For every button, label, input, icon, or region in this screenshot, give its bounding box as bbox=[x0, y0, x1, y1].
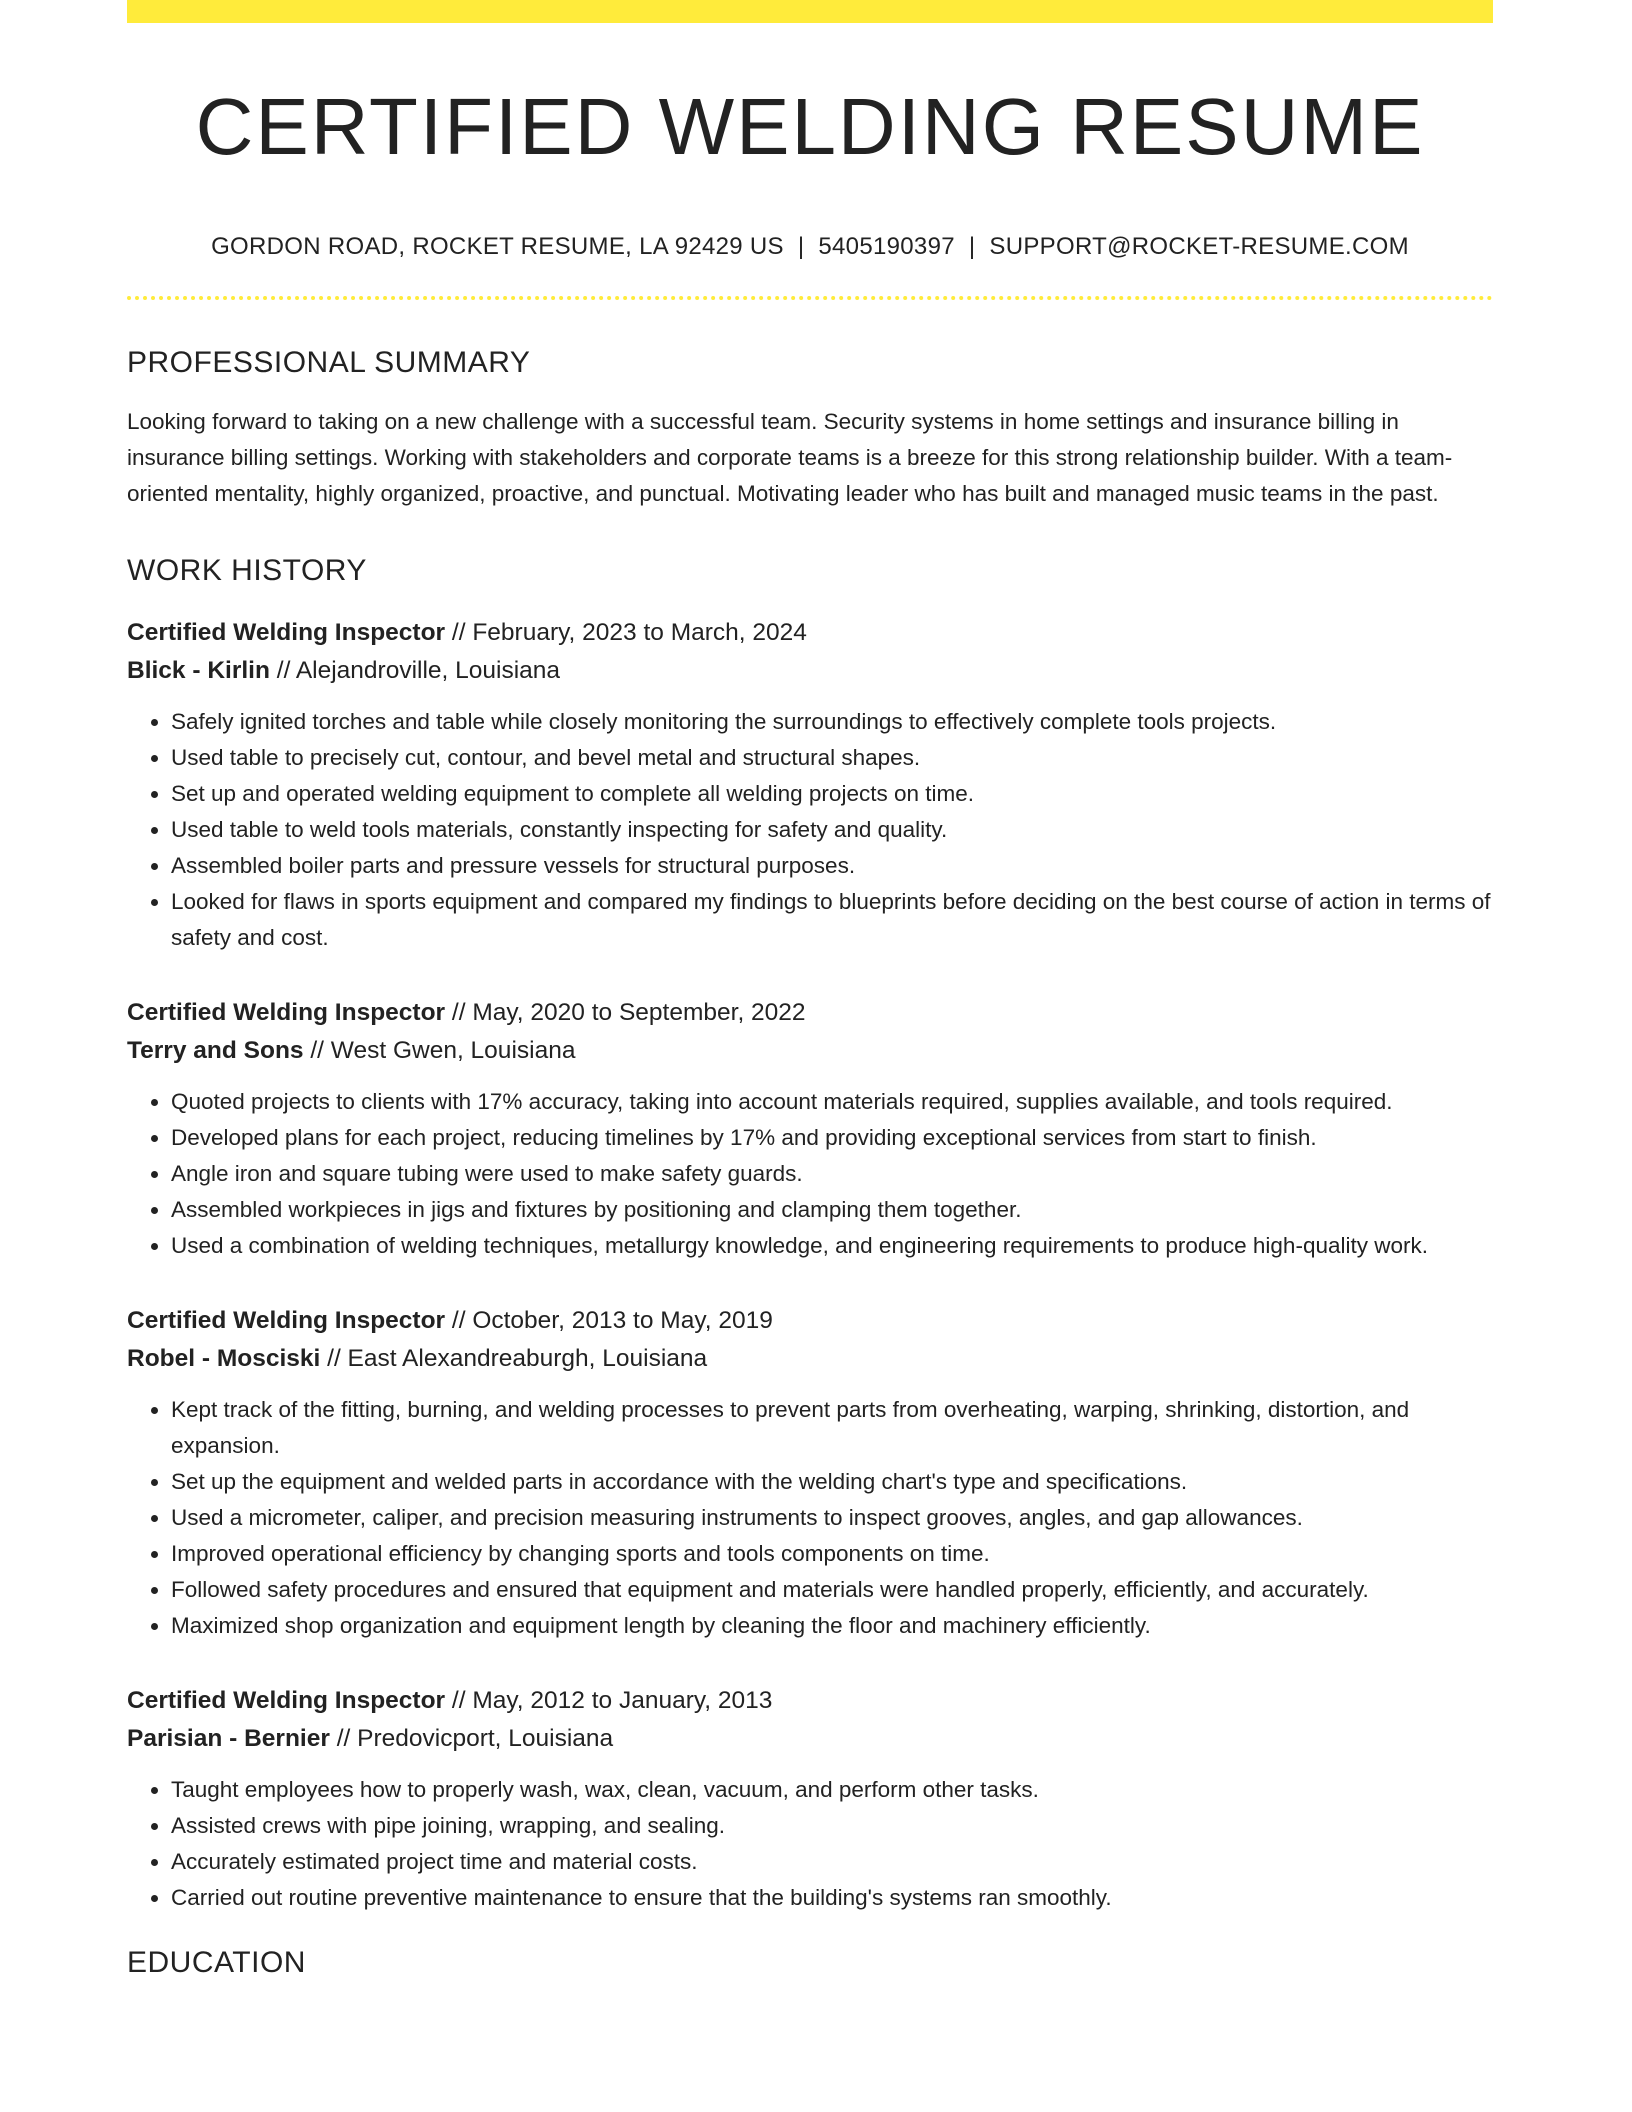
job-bullet: • Carried out routine preventive maintenance to ensure that the building's systems ran smoothly. bbox=[171, 1880, 1493, 1916]
summary-heading: PROFESSIONAL SUMMARY bbox=[127, 346, 531, 379]
job-entry bbox=[127, 614, 1493, 956]
job-entry bbox=[127, 994, 1493, 1264]
job-title-line bbox=[127, 1682, 1493, 1720]
job-title-line bbox=[127, 614, 1493, 652]
job-bullet: • Safely ignited torches and table while closely monitoring the surroundings to effectively complete tools projects. bbox=[171, 704, 1493, 740]
job-location: // Predovicport, Louisiana bbox=[329, 1725, 614, 1752]
education-heading: EDUCATION bbox=[127, 1946, 306, 1979]
job-bullet: • Used a combination of welding techniques, metallurgy knowledge, and engineering requirements to produce high-quality work. bbox=[171, 1228, 1493, 1264]
job-bullet-list bbox=[127, 1392, 1493, 1644]
job-company: Terry and Sons bbox=[127, 1037, 304, 1064]
job-bullet: • Accurately estimated project time and material costs. bbox=[171, 1844, 1493, 1880]
resume-page bbox=[127, 0, 1493, 1980]
contact-separator: | bbox=[968, 233, 976, 260]
job-title-line bbox=[127, 1302, 1493, 1340]
job-company: Blick - Kirlin bbox=[127, 657, 270, 684]
job-entry bbox=[127, 1682, 1493, 1916]
job-location: // West Gwen, Louisiana bbox=[303, 1037, 576, 1064]
job-company-line bbox=[127, 1720, 1493, 1758]
job-entry bbox=[127, 1302, 1493, 1644]
job-bullet: • Quoted projects to clients with 17% accuracy, taking into account materials required, supplies available, and tools required. bbox=[171, 1084, 1493, 1120]
contact-email: SUPPORT@ROCKET-RESUME.COM bbox=[989, 233, 1409, 260]
job-bullet-list bbox=[127, 704, 1493, 956]
job-bullet: • Used table to precisely cut, contour, and bevel metal and structural shapes. bbox=[171, 740, 1493, 776]
job-bullet-list bbox=[127, 1084, 1493, 1264]
job-bullet: • Maximized shop organization and equipment length by cleaning the floor and machinery efficiently. bbox=[171, 1608, 1493, 1644]
job-dates: // May, 2020 to September, 2022 bbox=[445, 999, 806, 1026]
job-title: Certified Welding Inspector bbox=[127, 619, 446, 646]
work-history-list bbox=[127, 614, 1493, 1916]
job-bullet: • Assisted crews with pipe joining, wrapping, and sealing. bbox=[171, 1808, 1493, 1844]
job-bullet: • Angle iron and square tubing were used to make safety guards. bbox=[171, 1156, 1493, 1192]
job-dates: // May, 2012 to January, 2013 bbox=[445, 1687, 773, 1714]
contact-phone: 5405190397 bbox=[818, 233, 955, 260]
job-bullet: • Taught employees how to properly wash, wax, clean, vacuum, and perform other tasks. bbox=[171, 1772, 1493, 1808]
job-location: // East Alexandreaburgh, Louisiana bbox=[320, 1345, 708, 1372]
job-company-line bbox=[127, 1340, 1493, 1378]
summary-text: Looking forward to taking on a new challenge with a successful team. Security systems in home settings and insurance billing in insurance billing settings. Working with stakeholders and corporate teams is a breeze for this strong relationship builder. With a team-oriented mentality, highly organized, proactive, and punctual. Motivating leader who has built and managed music teams in the past. bbox=[127, 409, 1453, 506]
job-bullet: • Set up the equipment and welded parts in accordance with the welding chart's type and specifications. bbox=[171, 1464, 1493, 1500]
job-title: Certified Welding Inspector bbox=[127, 999, 446, 1026]
job-bullet: • Kept track of the fitting, burning, and welding processes to prevent parts from overheating, warping, shrinking, distortion, and expansion. bbox=[171, 1392, 1493, 1464]
contact-line bbox=[127, 233, 1493, 261]
job-company: Robel - Mosciski bbox=[127, 1345, 321, 1372]
job-bullet: • Improved operational efficiency by changing sports and tools components on time. bbox=[171, 1536, 1493, 1572]
dotted-divider bbox=[127, 296, 1493, 300]
job-bullet: • Assembled workpieces in jigs and fixtures by positioning and clamping them together. bbox=[171, 1192, 1493, 1228]
job-bullet: • Assembled boiler parts and pressure vessels for structural purposes. bbox=[171, 848, 1493, 884]
job-title: Certified Welding Inspector bbox=[127, 1307, 446, 1334]
job-bullet: • Looked for flaws in sports equipment and compared my findings to blueprints before deciding on the best course of action in terms of safety and cost. bbox=[171, 884, 1493, 956]
resume-title: CERTIFIED WELDING RESUME bbox=[195, 82, 1425, 171]
work-history-heading: WORK HISTORY bbox=[127, 554, 367, 587]
job-company-line bbox=[127, 652, 1493, 690]
job-dates: // October, 2013 to May, 2019 bbox=[445, 1307, 773, 1334]
job-bullet: • Developed plans for each project, reducing timelines by 17% and providing exceptional services from start to finish. bbox=[171, 1120, 1493, 1156]
contact-address: GORDON ROAD, ROCKET RESUME, LA 92429 US bbox=[211, 233, 784, 260]
job-location: // Alejandroville, Louisiana bbox=[269, 657, 561, 684]
job-bullet: • Used table to weld tools materials, constantly inspecting for safety and quality. bbox=[171, 812, 1493, 848]
job-title: Certified Welding Inspector bbox=[127, 1687, 446, 1714]
job-company-line bbox=[127, 1032, 1493, 1070]
job-bullet: • Followed safety procedures and ensured that equipment and materials were handled properly, efficiently, and accurately. bbox=[171, 1572, 1493, 1608]
job-company: Parisian - Bernier bbox=[127, 1725, 330, 1752]
contact-separator: | bbox=[797, 233, 805, 260]
job-bullet: • Set up and operated welding equipment to complete all welding projects on time. bbox=[171, 776, 1493, 812]
job-dates: // February, 2023 to March, 2024 bbox=[445, 619, 807, 646]
job-bullet-list bbox=[127, 1772, 1493, 1916]
top-accent-bar bbox=[127, 0, 1493, 23]
job-title-line bbox=[127, 994, 1493, 1032]
job-bullet: • Used a micrometer, caliper, and precision measuring instruments to inspect grooves, angles, and gap allowances. bbox=[171, 1500, 1493, 1536]
